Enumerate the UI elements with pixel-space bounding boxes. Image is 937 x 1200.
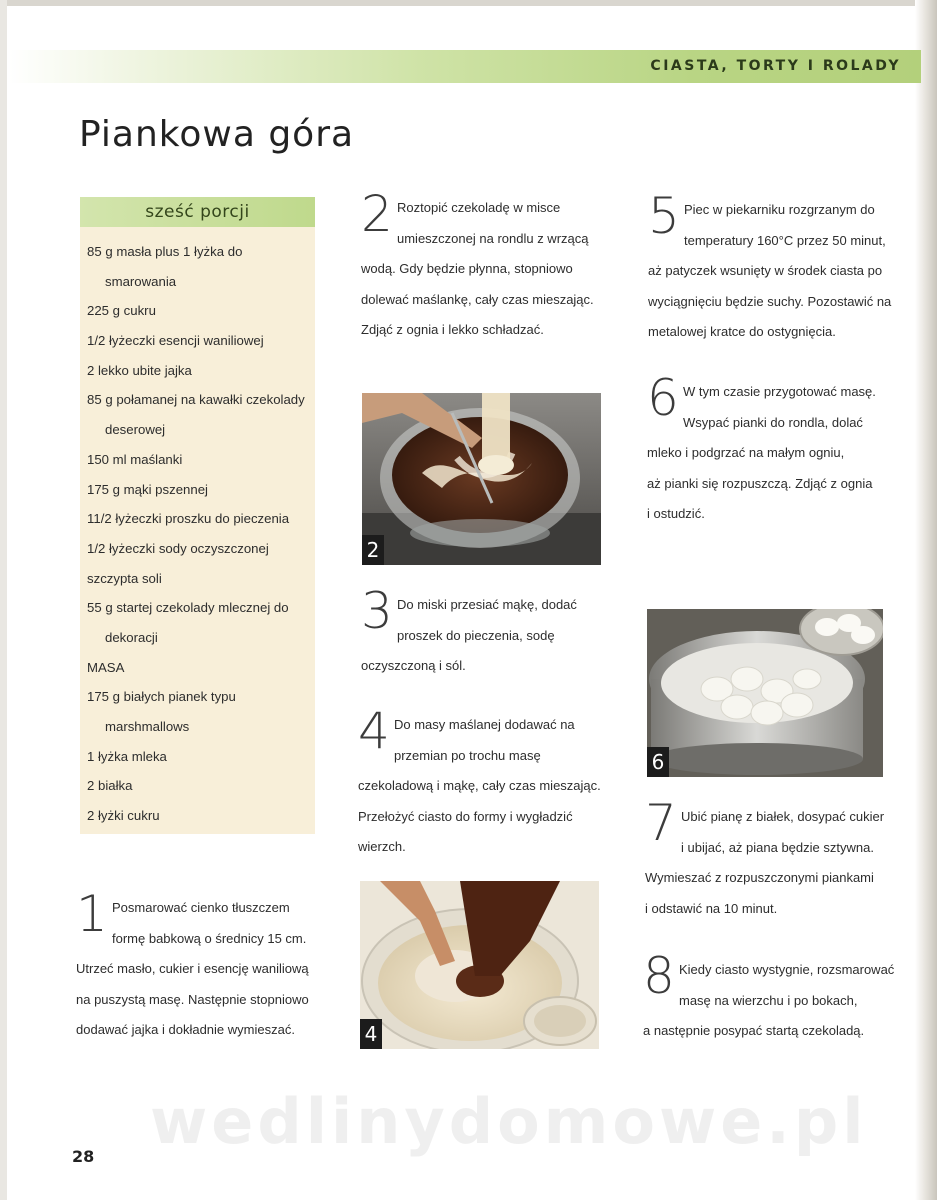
step-text <box>643 955 894 1047</box>
photo-badge: 2 <box>362 535 384 565</box>
photo-badge: 6 <box>647 747 669 777</box>
photo-badge: 4 <box>360 1019 382 1049</box>
step-line: dolewać maślankę, cały czas mieszając. <box>361 291 594 307</box>
step-line: Kiedy ciasto wystygnie, rozsmarować <box>679 962 895 977</box>
page-number: 28 <box>72 1147 95 1166</box>
step-number: 2 <box>361 185 393 243</box>
step-line: Roztopić czekoladę w misce <box>397 200 561 215</box>
section-label: CIASTA, TORTY I ROLADY <box>650 58 901 74</box>
step-line: formę babkową o średnicy 15 cm. <box>112 930 307 946</box>
step-line: umieszczonej na rondlu z wrzącą <box>397 230 589 246</box>
step-line: mleko i podgrzać na małym ogniu, <box>647 445 845 460</box>
ingredient-line: 175 g mąki pszennej <box>87 481 208 497</box>
page-top-edge <box>0 0 937 6</box>
page-title: Piankowa góra <box>79 114 355 155</box>
step-2 <box>361 185 606 353</box>
marshmallows-pan-illustration <box>647 609 883 777</box>
chocolate-melting-illustration <box>362 393 601 565</box>
ingredient-line: marshmallows <box>105 719 190 734</box>
step-line: Przełożyć ciasto do formy i wygładzić <box>358 808 573 824</box>
step-line: i odstawić na 10 minut. <box>645 900 778 916</box>
step-line: aż pianki się rozpuszczą. Zdjąć z ognia <box>647 475 873 491</box>
step-text <box>361 193 594 346</box>
step-line: a następnie posypać startą czekoladą. <box>643 1023 865 1038</box>
servings-bar <box>80 197 315 227</box>
step-number: 6 <box>647 369 679 427</box>
ingredient-line: 150 ml maślanki <box>87 451 183 467</box>
page-left-edge <box>0 0 7 1200</box>
ingredient-line: 1/2 łyżeczki sody oczyszczonej <box>87 540 269 556</box>
step-3 <box>361 582 606 690</box>
step-line: wyciągnięciu będzie suchy. Pozostawić na <box>648 293 892 309</box>
step-line: Wsypać pianki do rondla, dolać <box>683 414 863 430</box>
ingredient-line: szczypta soli <box>87 570 162 586</box>
ingredient-line: dekoracji <box>105 629 158 645</box>
step-line: przemian po trochu masę <box>394 747 541 763</box>
step-line: proszek do pieczenia, sodę <box>397 627 555 643</box>
ingredient-line: smarowania <box>105 273 177 289</box>
servings-label: sześć porcji <box>145 202 250 222</box>
ingredient-line: 1 łyżka mleka <box>87 748 167 764</box>
step-number: 5 <box>648 187 680 245</box>
step-text <box>647 377 876 530</box>
step-line: dodawać jajka i dokładnie wymieszać. <box>76 1022 295 1037</box>
step-number: 1 <box>76 885 108 943</box>
batter-mixing-photo <box>360 881 599 1049</box>
step-line: oczyszczoną i sól. <box>361 658 466 673</box>
step-line: Do masy maślanej dodawać na <box>394 717 575 732</box>
step-line: i ostudzić. <box>647 506 705 521</box>
step-number: 3 <box>361 582 393 640</box>
step-7 <box>645 794 910 932</box>
ingredient-line: 2 łyżki cukru <box>87 808 160 824</box>
marshmallows-pan-photo <box>647 609 883 777</box>
ingredient-line: 55 g startej czekolady mlecznej do <box>87 600 289 616</box>
step-8 <box>643 947 908 1055</box>
step-6 <box>647 369 909 537</box>
ingredient-line: 2 lekko ubite jajka <box>87 362 192 378</box>
step-line: czekoladową i mąkę, cały czas mieszając. <box>358 778 601 793</box>
step-line: i ubijać, aż piana będzie sztywna. <box>681 839 874 855</box>
watermark: wedlinydomowe.pl <box>150 1085 868 1158</box>
step-line: Ubić pianę z białek, dosypać cukier <box>681 809 885 824</box>
section-header-band <box>9 50 921 83</box>
step-4 <box>358 702 608 870</box>
step-line: Utrzeć masło, cukier i esencję waniliową <box>76 961 309 976</box>
step-line: Piec w piekarniku rozgrzanym do <box>684 202 875 217</box>
ingredient-line: 175 g białych pianek typu <box>87 689 236 705</box>
step-number: 8 <box>643 947 675 1005</box>
step-5 <box>648 187 910 355</box>
ingredient-line: 85 g masła plus 1 łyżka do <box>87 244 243 259</box>
step-line: metalowej kratce do ostygnięcia. <box>648 324 836 339</box>
step-line: masę na wierzchu i po bokach, <box>679 992 858 1008</box>
step-line: temperatury 160°C przez 50 minut, <box>684 232 886 248</box>
step-line: Posmarować cienko tłuszczem <box>112 900 290 915</box>
step-1 <box>76 885 336 1053</box>
step-line: W tym czasie przygotować masę. <box>683 384 876 399</box>
ingredient-line: deserowej <box>105 422 166 438</box>
step-line: wodą. Gdy będzie płynna, stopniowo <box>361 261 573 276</box>
page-binding-edge <box>915 0 937 1200</box>
ingredient-list <box>80 237 315 831</box>
ingredient-line: 225 g cukru <box>87 303 156 319</box>
step-number: 7 <box>645 794 677 852</box>
step-line: Zdjąć z ognia i lekko schładzać. <box>361 322 544 337</box>
step-text <box>361 590 577 682</box>
ingredient-line: 2 białka <box>87 778 133 794</box>
step-text <box>645 802 884 924</box>
step-line: na puszystą masę. Następnie stopniowo <box>76 991 309 1007</box>
chocolate-melting-photo <box>362 393 601 565</box>
ingredient-line: MASA <box>87 659 125 675</box>
ingredient-line: 85 g połamanej na kawałki czekolady <box>87 392 305 408</box>
step-text <box>648 195 891 348</box>
step-text <box>358 710 601 863</box>
step-text <box>76 893 309 1046</box>
batter-mixing-illustration <box>360 881 599 1049</box>
step-line: Do miski przesiać mąkę, dodać <box>397 597 577 612</box>
step-line: wierzch. <box>358 839 406 854</box>
step-line: aż patyczek wsunięty w środek ciasta po <box>648 263 883 278</box>
step-line: Wymieszać z rozpuszczonymi piankami <box>645 870 874 885</box>
ingredient-line: 1/2 łyżeczki esencji waniliowej <box>87 333 264 349</box>
step-number: 4 <box>358 702 390 760</box>
ingredients-box <box>80 197 315 834</box>
ingredient-line: 11/2 łyżeczki proszku do pieczenia <box>87 511 290 527</box>
